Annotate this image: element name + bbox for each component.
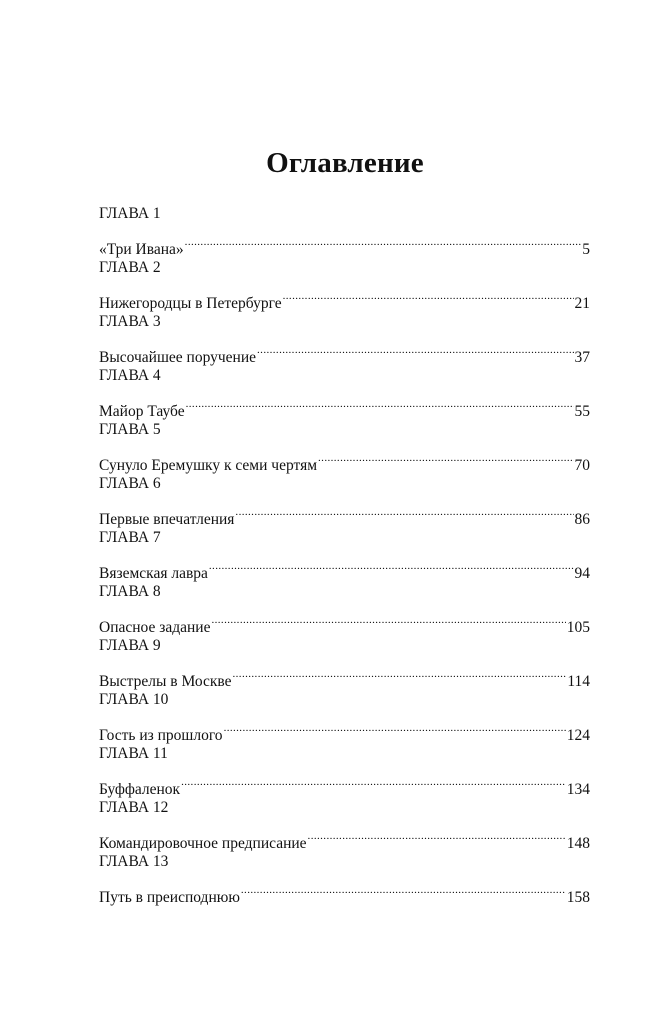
chapter-title: Командировочное предписание <box>99 835 307 852</box>
chapter-label: ГЛАВА 1 <box>99 205 161 222</box>
chapter-title: Выстрелы в Москве <box>99 673 232 690</box>
chapter-label: ГЛАВА 6 <box>99 475 161 492</box>
dot-leader <box>257 335 573 362</box>
chapter-label: ГЛАВА 3 <box>99 313 161 330</box>
chapter-title: Первые впечатления <box>99 511 235 528</box>
chapter-title: Майор Таубе <box>99 403 185 420</box>
toc-entry[interactable] <box>99 443 590 474</box>
toc-entry[interactable] <box>99 551 590 582</box>
chapter-title: Высочайшее поручение <box>99 349 257 366</box>
dot-leader <box>233 659 567 686</box>
toc-entry[interactable] <box>99 605 590 636</box>
toc-entry[interactable] <box>99 281 590 312</box>
chapter-label: ГЛАВА 2 <box>99 259 161 276</box>
chapter-title: Путь в преисподнюю <box>99 889 240 906</box>
dot-leader <box>241 875 566 902</box>
chapter-title: Буффаленок <box>99 781 181 798</box>
toc-entry[interactable] <box>99 875 590 906</box>
dot-leader <box>185 227 582 254</box>
chapter-title: Нижегородцы в Петербурге <box>99 295 282 312</box>
dot-leader <box>209 551 574 578</box>
dot-leader <box>308 821 566 848</box>
chapter-title: Гость из прошлого <box>99 727 223 744</box>
dot-leader <box>186 389 574 416</box>
dot-leader <box>235 497 573 524</box>
page-number: 94 <box>574 565 590 582</box>
chapter-label: ГЛАВА 4 <box>99 367 161 384</box>
toc-entry[interactable] <box>99 767 590 798</box>
chapter-title: «Три Ивана» <box>99 241 184 258</box>
chapter-label: ГЛАВА 11 <box>99 745 168 762</box>
chapter-label: ГЛАВА 9 <box>99 637 161 654</box>
chapter-label: ГЛАВА 10 <box>99 691 169 708</box>
page-number: 134 <box>566 781 590 798</box>
chapter-title: Опасное задание <box>99 619 211 636</box>
page-number: 158 <box>566 889 590 906</box>
chapter-label: ГЛАВА 13 <box>99 853 169 870</box>
toc-entry[interactable] <box>99 713 590 744</box>
page-number: 37 <box>574 349 590 366</box>
chapter-title: Сунуло Еремушку к семи чертям <box>99 457 318 474</box>
toc-entry[interactable] <box>99 227 590 258</box>
page-number: 70 <box>574 457 590 474</box>
chapter-label: ГЛАВА 12 <box>99 799 169 816</box>
chapter-title: Вяземская лавра <box>99 565 208 582</box>
page-number: 55 <box>574 403 590 420</box>
table-of-contents <box>99 200 590 906</box>
dot-leader <box>211 605 565 632</box>
toc-entry[interactable] <box>99 389 590 420</box>
dot-leader <box>283 281 574 308</box>
toc-entry[interactable] <box>99 335 590 366</box>
dot-leader <box>318 443 573 470</box>
page-number: 5 <box>582 241 590 258</box>
chapter-label: ГЛАВА 7 <box>99 529 161 546</box>
page-number: 114 <box>567 673 590 690</box>
toc-entry[interactable] <box>99 659 590 690</box>
chapter-label: ГЛАВА 5 <box>99 421 161 438</box>
page-number: 21 <box>574 295 590 312</box>
page-number: 86 <box>574 511 590 528</box>
dot-leader <box>181 767 566 794</box>
chapter-label: ГЛАВА 8 <box>99 583 161 600</box>
toc-entry[interactable] <box>99 497 590 528</box>
page-title: Оглавление <box>266 147 424 179</box>
page-number: 148 <box>566 835 590 852</box>
page-number: 105 <box>566 619 590 636</box>
page-number: 124 <box>566 727 590 744</box>
toc-entry[interactable] <box>99 821 590 852</box>
dot-leader <box>224 713 566 740</box>
